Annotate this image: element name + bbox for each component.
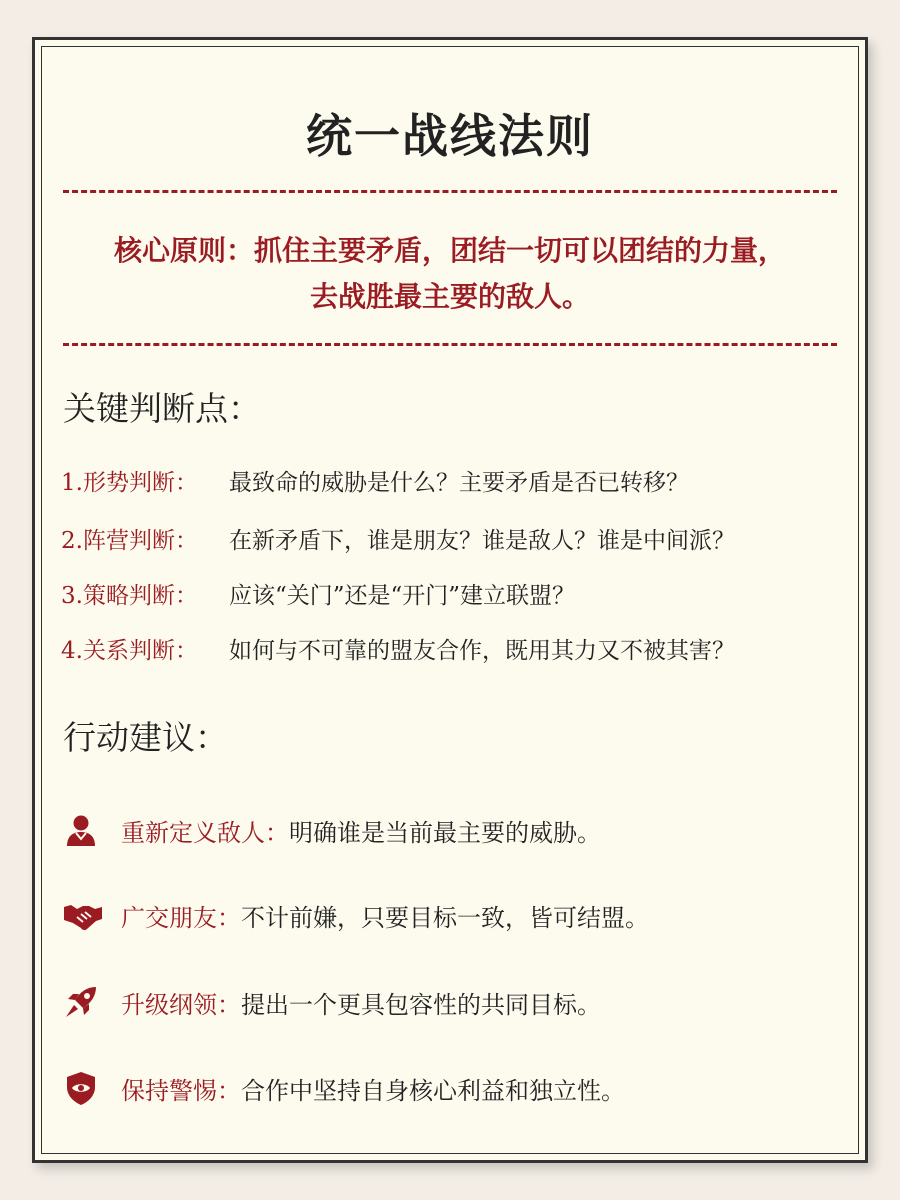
core-principle-line2: 去战胜最主要的敌人。 [309,280,590,313]
key-point-label: 3.策略判断： [61,583,198,609]
handshake-icon [63,897,99,933]
key-point-text: 应该“关门”还是“开门”建立联盟？ [229,583,576,609]
key-point-label: 2.阵营判断： [61,528,198,554]
core-principle-line1: 核心原则：抓住主要矛盾，团结一切可以团结的力量， [113,234,786,267]
key-point-text: 最致命的威胁是什么？主要矛盾是否已转移？ [229,470,689,496]
divider-bottom [63,343,837,346]
key-points-heading: 关键判断点： [63,389,261,428]
page-title: 统一战线法则 [306,109,594,163]
action-text: 不计前嫌，只要目标一致，皆可结盟。 [241,903,649,932]
divider-top [63,190,837,193]
person-icon [63,812,99,848]
action-item-2 [63,895,649,935]
key-point-1 [61,464,689,497]
rocket-icon [63,984,99,1020]
actions-heading: 行动建议： [63,718,228,757]
key-point-label: 1.形势判断： [61,470,198,496]
action-text: 明确谁是当前最主要的威胁。 [289,818,601,847]
action-text: 提出一个更具包容性的共同目标。 [241,990,601,1019]
action-item-3 [63,982,601,1022]
key-point-3 [61,577,575,610]
key-point-4 [61,632,735,665]
action-label: 保持警惕： [121,1076,241,1105]
shield-eye-icon [63,1070,99,1106]
poster-card [32,37,868,1163]
key-point-text: 如何与不可靠的盟友合作，既用其力又不被其害？ [229,638,735,664]
action-label: 广交朋友： [121,903,241,932]
action-item-1 [63,810,601,850]
key-point-2 [61,522,735,555]
action-item-4 [63,1068,625,1108]
key-point-label: 4.关系判断： [61,638,198,664]
action-label: 升级纲领： [121,990,241,1019]
action-text: 合作中坚持自身核心利益和独立性。 [241,1076,625,1105]
action-label: 重新定义敌人： [121,818,289,847]
core-principle [55,228,845,320]
key-point-text: 在新矛盾下，谁是朋友？谁是敌人？谁是中间派？ [229,528,735,554]
